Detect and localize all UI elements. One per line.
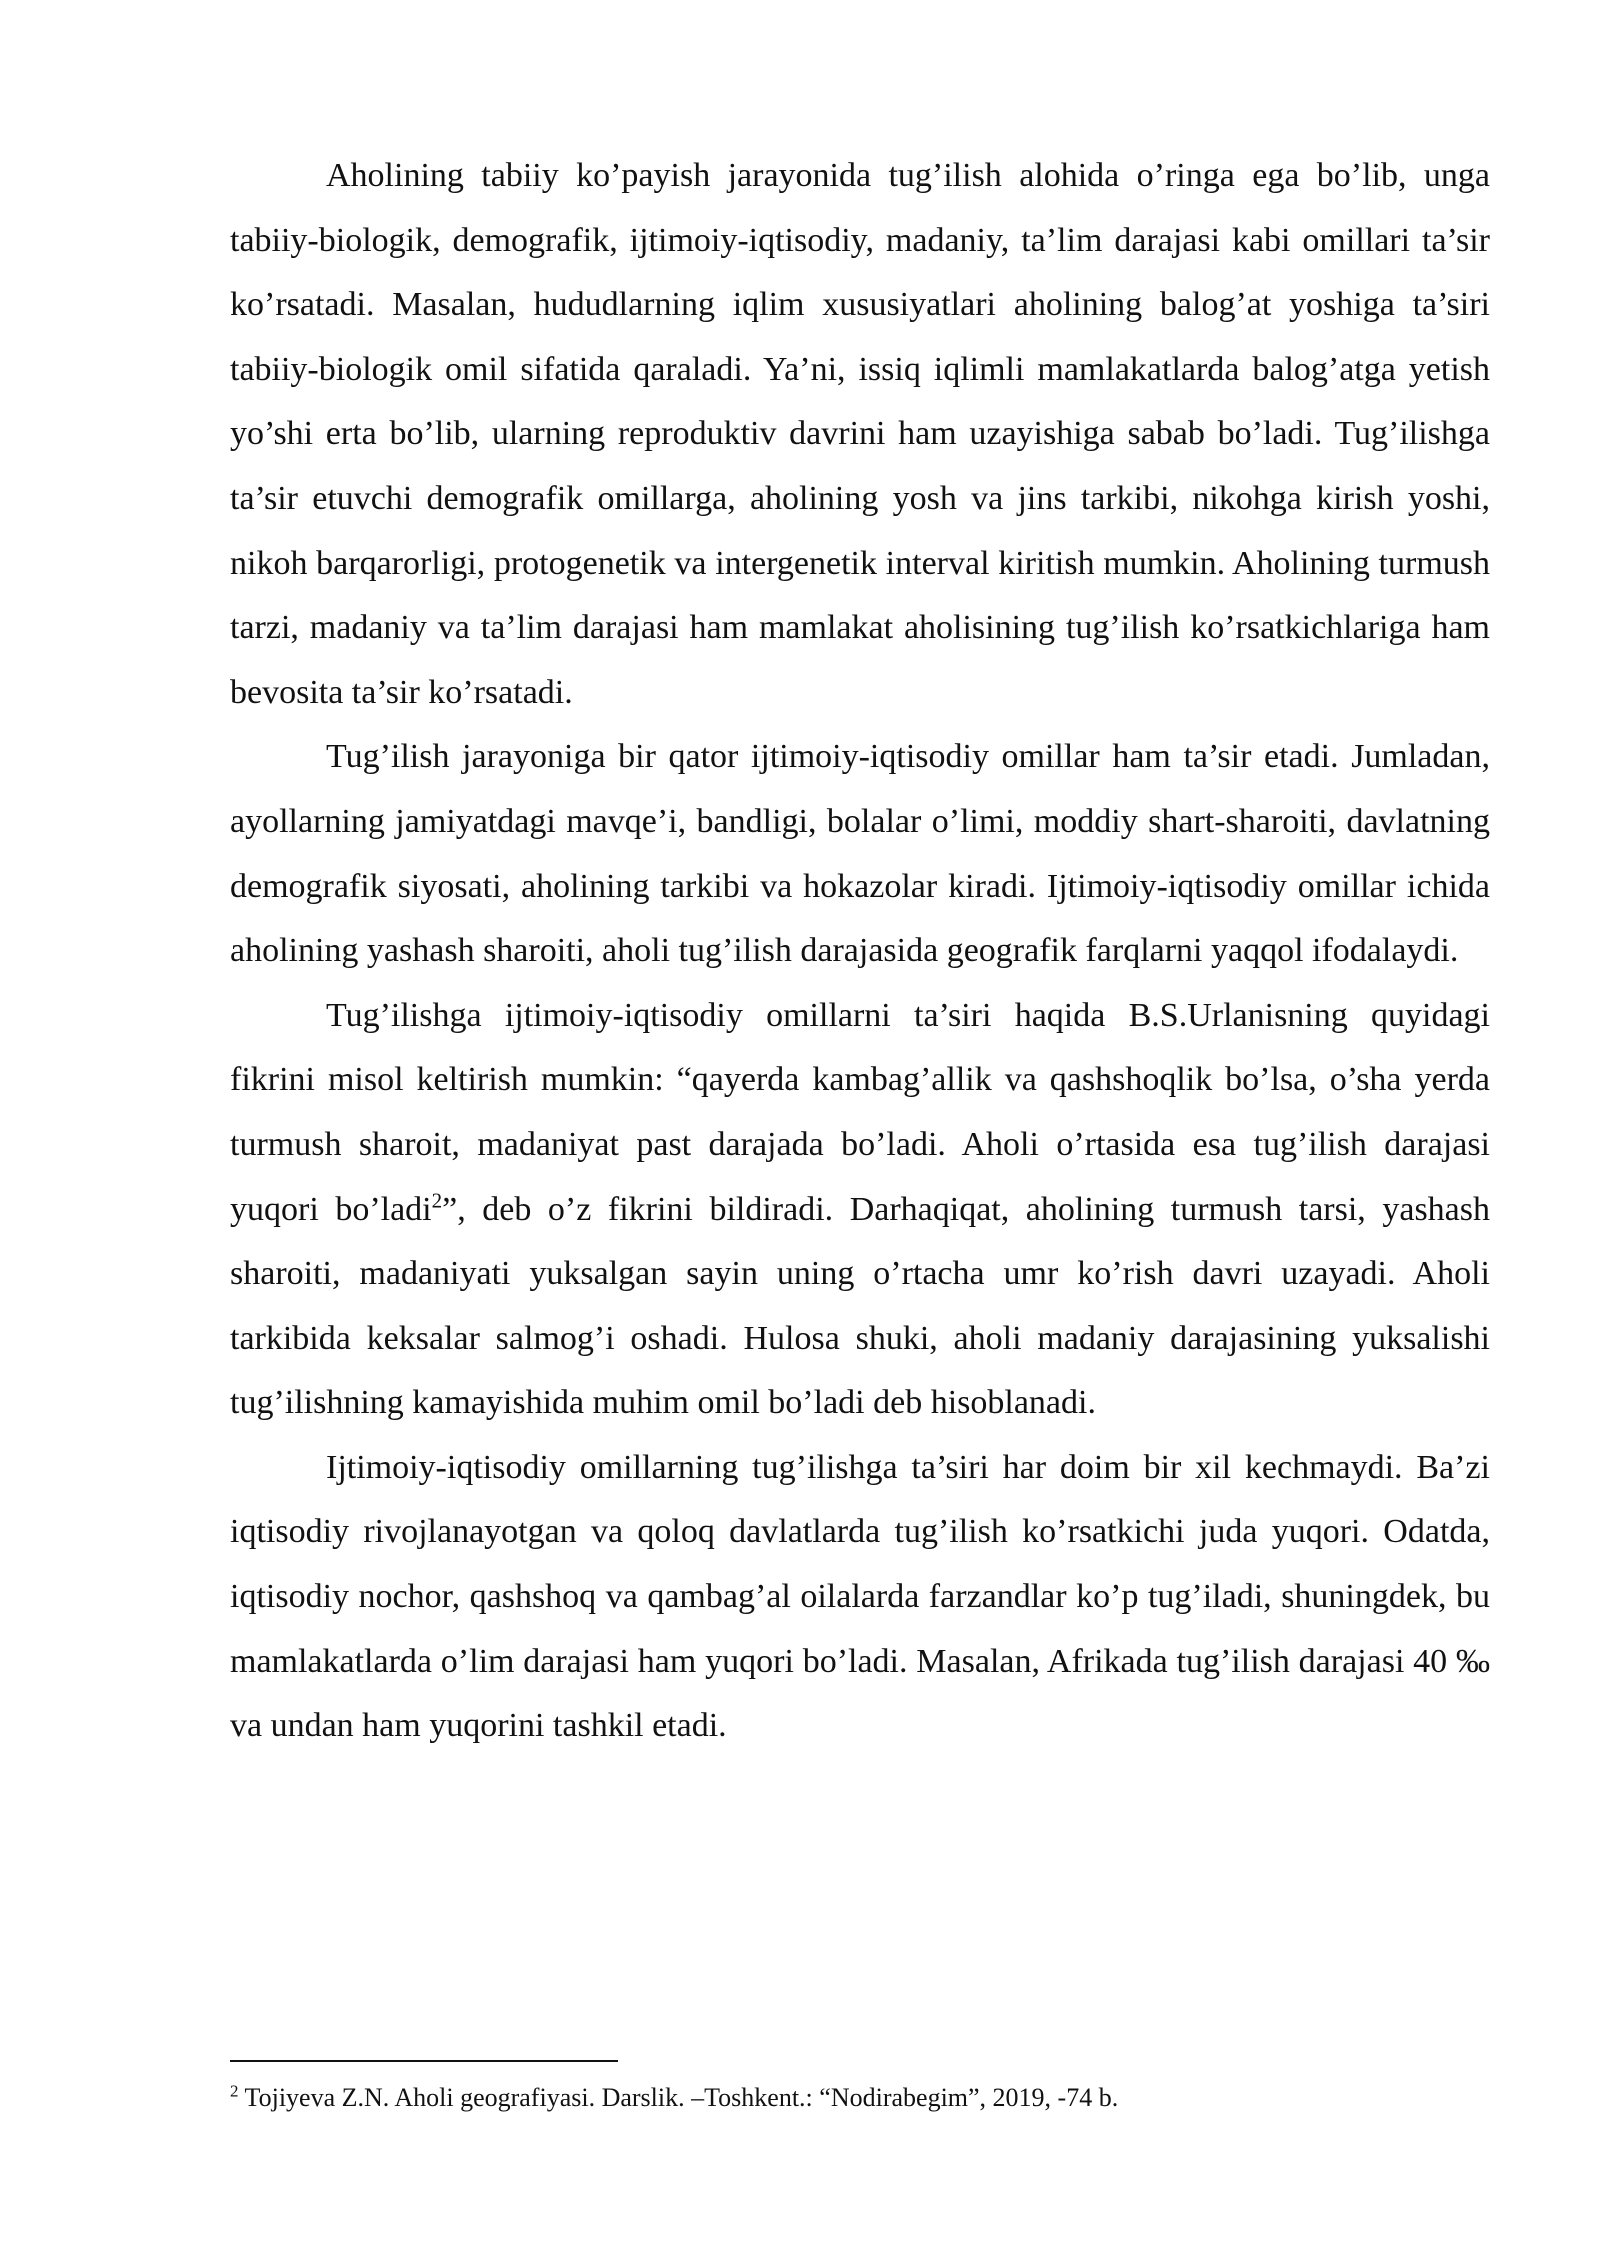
footnote (230, 2080, 1490, 2116)
paragraph-4: Ijtimoiy-iqtisodiy omillarning tug’ilishga ta’siri har doim bir xil kechmaydi. Ba’zi iqtisodiy rivojlanayotgan va qoloq davlatlarda tug’ilish ko’rsatkichi juda yuqori. Odatda, iqtisodiy nochor, qashshoq va qambag’al oilalarda farzandlar ko’p tug’iladi, shuningdek, bu mamlakatlarda o’lim darajasi ham yuqori bo’ladi. Masalan, Afrikada tug’ilish darajasi 40 ‰ va undan ham yuqorini tashkil etadi. (230, 1448, 1490, 1745)
paragraph-3-text-after-ref: ”, deb o’z fikrini bildiradi. Darhaqiqat, aholining turmush tarsi, yashash sharoiti, madaniyati yuksalgan sayin uning o’rtacha umr ko’rish davri uzayadi. Aholi tarkibida keksalar salmog’i oshadi. Hulosa shuki, aholi madaniy darajasining yuksalishi tug’ilishning kamayishida muhim omil bo’ladi deb hisoblanadi. (230, 1190, 1491, 1422)
paragraph-3 (230, 984, 1490, 1436)
footnote-reference: 2 (431, 1188, 443, 1213)
footnote-separator (230, 2060, 618, 2062)
document-body (230, 144, 1490, 1759)
paragraph-3-text-before-ref: Tug’ilishga ijtimoiy-iqtisodiy omillarni ta’siri haqida B.S.Urlanisning quyidagi fikrini misol keltirish mumkin: “qayerda kambag’allik va qashshoqlik bo’lsa, o’sha yerda turmush sharoit, madaniyat past darajada bo’ladi. Aholi o’rtasida esa tug’ilish darajasi yuqori bo’ladi (230, 996, 1490, 1228)
paragraph-1: Aholining tabiiy ko’payish jarayonida tug’ilish alohida o’ringa ega bo’lib, unga tabiiy-biologik, demografik, ijtimoiy-iqtisodiy, madaniy, ta’lim darajasi kabi omillari ta’sir ko’rsatadi. Masalan, hududlarning iqlim xususiyatlari aholining balog’at yoshiga ta’siri tabiiy-biologik omil sifatida qaraladi. Ya’ni, issiq iqlimli mamlakatlarda balog’atga yetish yo’shi erta bo’lib, ularning reproduktiv davrini ham uzayishiga sabab bo’ladi. Tug’ilishga ta’sir etuvchi demografik omillarga, aholining yosh va jins tarkibi, nikohga kirish yoshi, nikoh barqarorligi, protogenetik va intergenetik interval kiritish mumkin. Aholining turmush tarzi, madaniy va ta’lim darajasi ham mamlakat aholisining tug’ilish ko’rsatkichlariga ham bevosita ta’sir ko’rsatadi. (230, 157, 1490, 711)
paragraph-2: Tug’ilish jarayoniga bir qator ijtimoiy-iqtisodiy omillar ham ta’sir etadi. Jumladan, ayollarning jamiyatdagi mavqe’i, bandligi, bolalar o’limi, moddiy shart-sharoiti, davlatning demografik siyosati, aholining tarkibi va hokazolar kiradi. Ijtimoiy-iqtisodiy omillar ichida aholining yashash sharoiti, aholi tug’ilish darajasida geografik farqlarni yaqqol ifodalaydi. (230, 738, 1490, 970)
footnote-marker: 2 (230, 2081, 239, 2101)
footnote-text: Tojiyeva Z.N. Aholi geografiyasi. Darslik. –Toshkent.: “Nodirabegim”, 2019, -74 b. (238, 2083, 1119, 2112)
